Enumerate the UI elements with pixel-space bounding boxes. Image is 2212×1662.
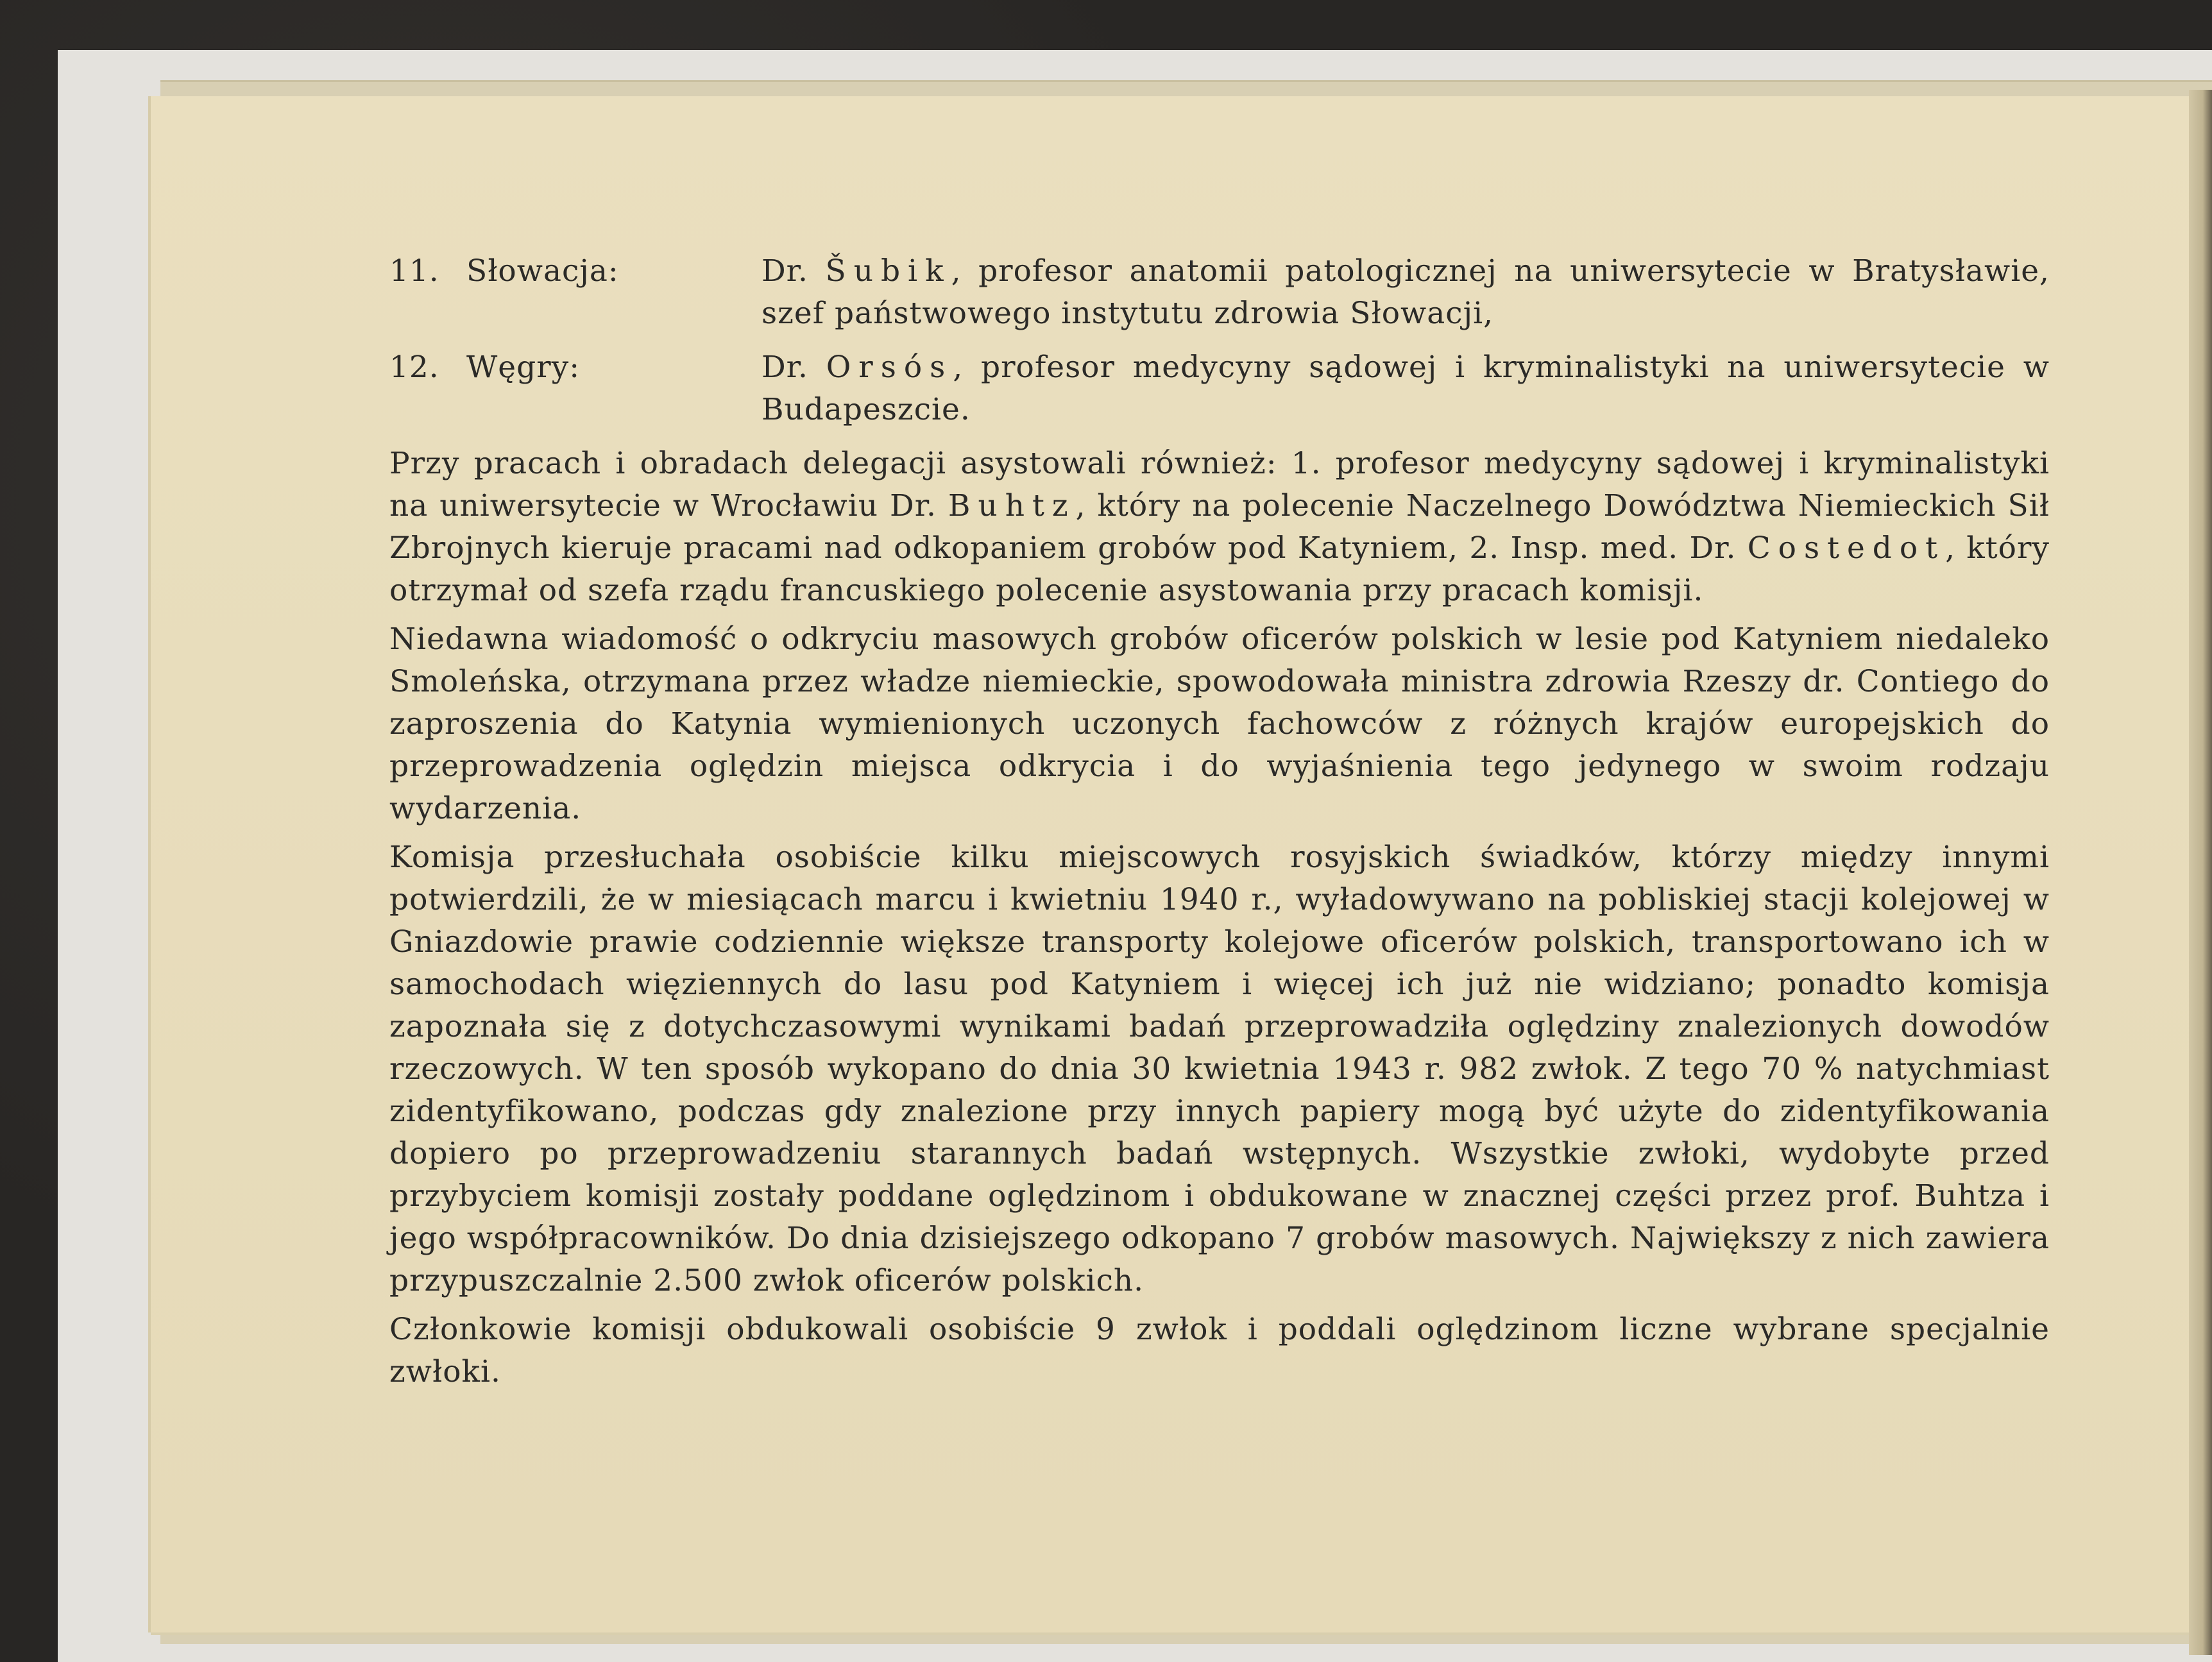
paragraph-witnesses: Komisja przesłuchała osobiście kilku miejscowych rosyjskich świadków, którzy między innymi potwierdzili, że w miesiącach marcu i kwietniu 1940 r., wyładowywano na pobliskiej stacji kolejowej w Gniazdowie prawie codziennie większe transporty kolejowe oficerów polskich, transportowano ich w samochodach więziennych do lasu pod Katyniem i więcej ich już nie widziano; ponadto komisja zapoznała się z dotychczasowymi wynikami badań przeprowadziła oględziny znalezionych dowodów rzeczowych. W ten sposób wykopano do dnia 30 kwietnia 1943 r. 982 zwłok. Z tego 70 % natychmiast zidentyfikowano, podczas gdy znalezione przy innych papiery mogą być użyte do zidentyfikowania dopiero po przeprowadzeniu starannych badań wstępnych. Wszystkie zwłoki, wydobyte przed przybyciem komisji zostały poddane oględzinom i obdukowane w znacznej części przez prof. Buhtza i jego współpracowników. Do dnia dzisiejszego odkopano 7 grobów masowych. Największy z nich zawiera przypuszczalnie 2.500 zwłok oficerów polskich. — [389, 840, 2050, 1298]
assistant-name-costedot: Costedot — [1747, 530, 1946, 566]
member-country: Węgry: — [466, 350, 581, 385]
assistant-name-buhtz: Buhtz — [948, 488, 1076, 523]
member-title: Dr. — [761, 350, 808, 385]
member-number: 11. — [389, 253, 439, 289]
member-entry-hungary — [389, 346, 2050, 431]
page-edge — [2189, 90, 2212, 1655]
paragraph-assistants — [389, 443, 2050, 612]
paragraph-assistants-part1: Przy pracach i obradach delegacji asystowali również: 1. profesor medycyny sądowej i kryminalistyki na uniwersytecie w Wrocławiu Dr. — [389, 446, 2050, 523]
member-details: , profesor anatomii patologicznej na uniwersytecie w Bratysławie, szef państwowego instytutu zdrowia Słowacji, — [761, 253, 2050, 331]
paragraph-autopsy: Członkowie komisji obdukowali osobiście 9 zwłok i poddali oględzinom liczne wybrane specjalnie zwłoki. — [389, 1312, 2050, 1389]
member-name: Orsós — [826, 350, 953, 385]
member-number: 12. — [389, 350, 439, 385]
paragraph-assistants-part3: , który otrzymał od szefa rządu francuskiego polecenie asystowania przy pracach komisji. — [389, 530, 2050, 608]
member-entry-slovakia — [389, 250, 2050, 335]
member-name: Šubik — [825, 253, 951, 289]
member-description — [761, 346, 2050, 431]
member-description — [761, 250, 2050, 335]
paragraph-assistants-part2: , który na polecenie Naczelnego Dowództwa Niemieckich Sił Zbrojnych kieruje pracami nad odkopaniem grobów pod Katyniem, 2. Insp. med. Dr. — [389, 488, 2050, 566]
document-text — [389, 250, 2050, 1400]
member-details: , profesor medycyny sądowej i kryminalistyki na uniwersytecie w Budapeszcie. — [761, 350, 2050, 427]
member-country: Słowacja: — [466, 253, 619, 289]
member-title: Dr. — [761, 253, 808, 289]
paragraph-discovery-news: Niedawna wiadomość o odkryciu masowych grobów oficerów polskich w lesie pod Katyniem niedaleko Smoleńska, otrzymana przez władze niemieckie, spowodowała ministra zdrowia Rzeszy dr. Contiego do zaproszenia do Katynia wymienionych uczonych fachowców z różnych krajów europejskich do przeprowadzenia oględzin miejsca odkrycia i do wyjaśnienia tego jedynego w swoim rodzaju wydarzenia. — [389, 622, 2050, 826]
